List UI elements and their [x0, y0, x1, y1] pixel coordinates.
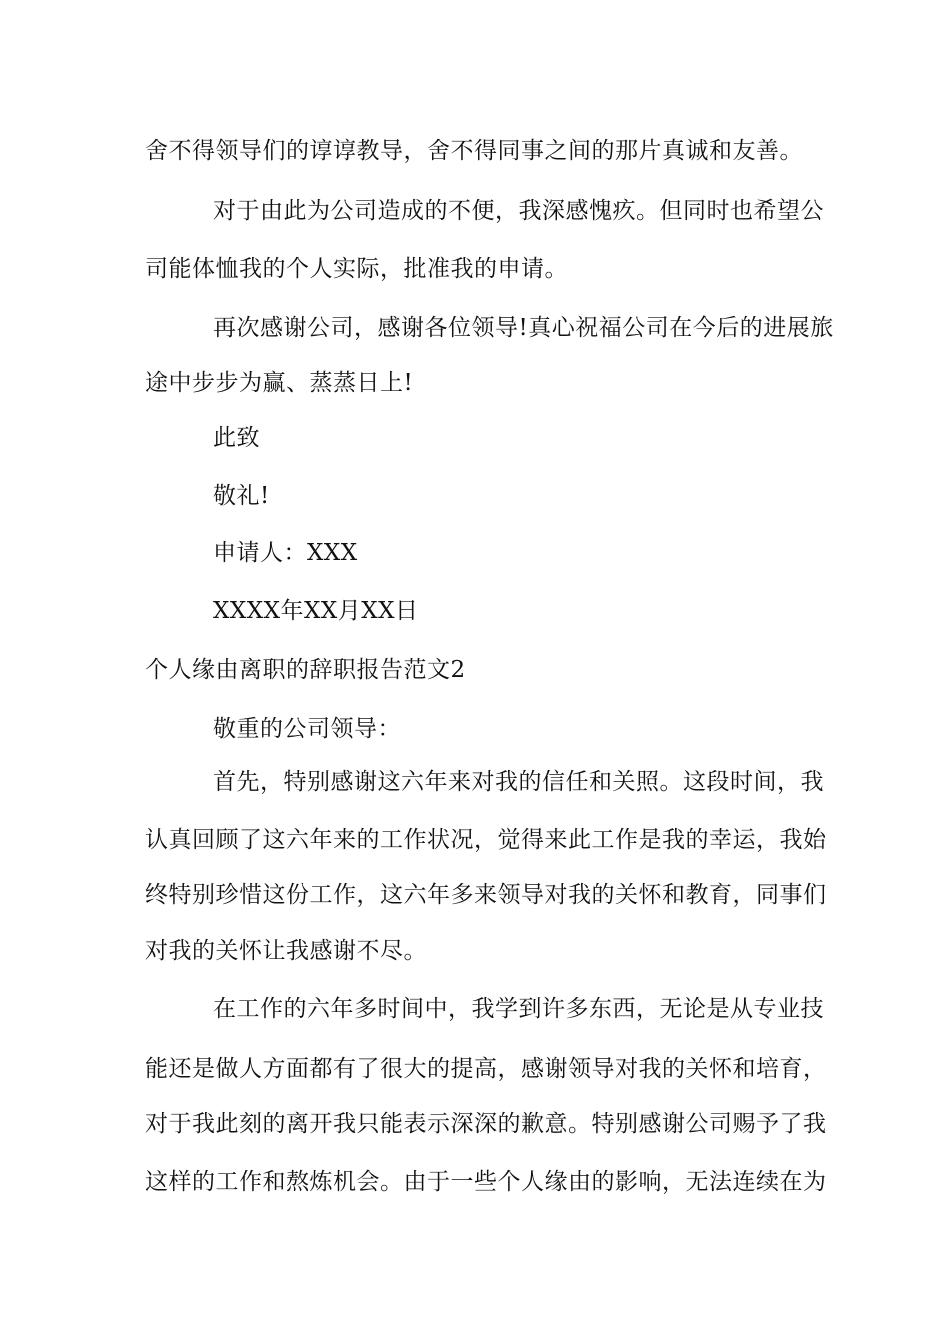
closing-line: 此致: [213, 425, 260, 451]
text-line: 途中步步为赢、蒸蒸日上!: [145, 370, 414, 396]
text-line: 认真回顾了这六年来的工作状况，觉得来此工作是我的幸运，我始: [145, 827, 827, 853]
text-line: 对于我此刻的离开我只能表示深深的歉意。特别感谢公司赐予了我: [145, 1111, 827, 1137]
applicant-line: 申请人：XXX: [213, 540, 358, 566]
text-line: 再次感谢公司，感谢各位领导!真心祝福公司在今后的进展旅: [213, 315, 834, 341]
text-line: 对于由此为公司造成的不便，我深感愧疚。但同时也希望公: [213, 198, 824, 224]
date-line: XXXX年XX月XX日: [213, 598, 419, 624]
salutation-line: 敬礼!: [213, 483, 270, 509]
text-line: 这样的工作和熬炼机会。由于一些个人缘由的影响，无法连续在为: [145, 1169, 827, 1195]
text-line: 对我的关怀让我感谢不尽。: [145, 938, 427, 964]
text-line: 能还是做人方面都有了很大的提高，感谢领导对我的关怀和培育，: [145, 1056, 827, 1082]
greeting-line: 敬重的公司领导：: [213, 716, 401, 742]
text-line: 首先，特别感谢这六年来对我的信任和关照。这段时间，我: [213, 769, 824, 795]
text-line: 司能体恤我的个人实际，批准我的申请。: [145, 256, 568, 282]
text-line: 终特别珍惜这份工作，这六年多来领导对我的关怀和教育，同事们: [145, 882, 827, 908]
text-line: 在工作的六年多时间中，我学到许多东西，无论是从专业技: [213, 996, 824, 1022]
text-line: 舍不得领导们的谆谆教导，舍不得同事之间的那片真诚和友善。: [145, 138, 803, 164]
section-title: 个人缘由离职的辞职报告范文2: [145, 657, 466, 683]
